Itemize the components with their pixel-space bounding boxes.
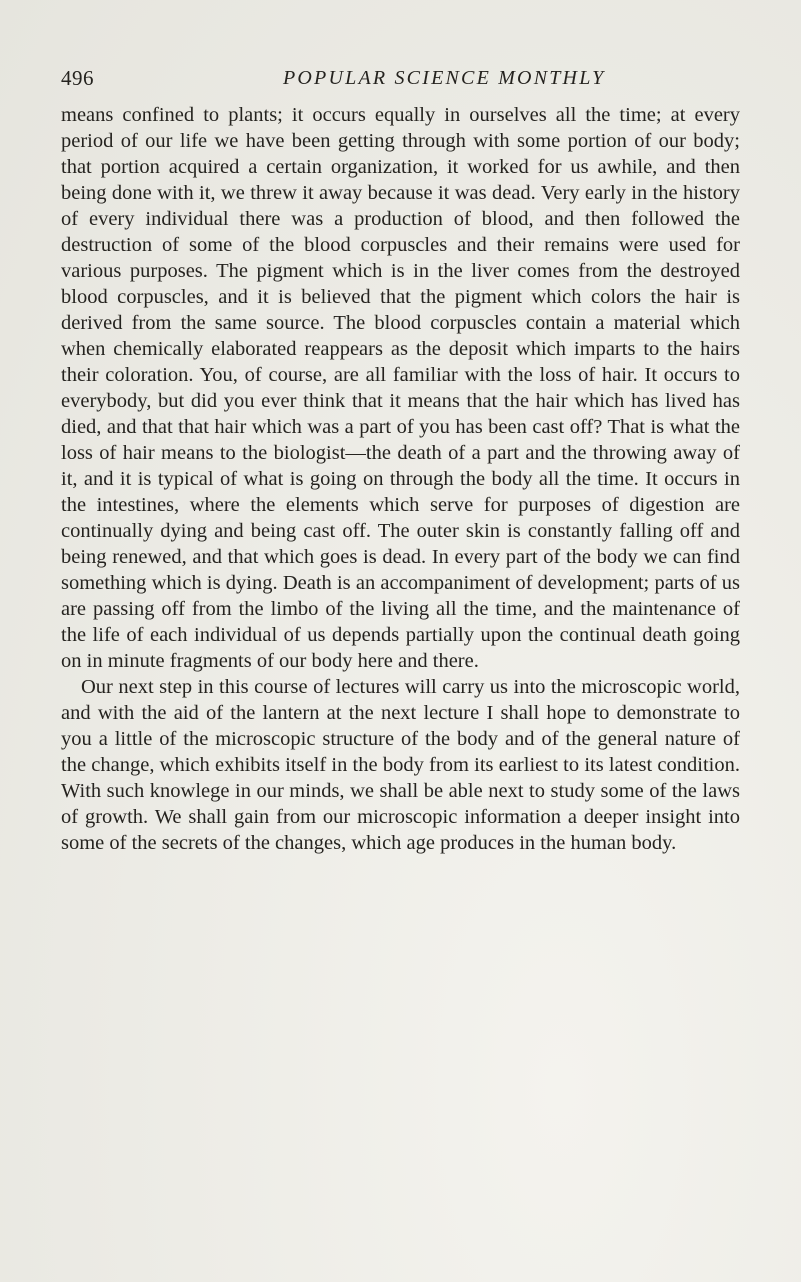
paragraph-next-step: Our next step in this course of lectures will carry us into the microscopic world, and with the aid of the lantern at the next lecture I shall hope to demonstrate to you a little of the microscopic structure of the body and of the general nature of the change, which exhibits itself in the body from its earliest to its latest condition. With such knowlege in our minds, we shall be able next to study some of the laws of growth. We shall gain from our microscopic information a deeper insight into some of the secrets of the changes, which age produces in the human body. <box>61 676 740 854</box>
page-number: 496 <box>61 66 94 90</box>
journal-title: POPULAR SCIENCE MONTHLY <box>283 67 606 89</box>
body-text <box>61 102 740 856</box>
running-head <box>61 63 741 93</box>
paragraph-continued: means confined to plants; it occurs equally in ourselves all the time; at every period of our life we have been getting through with some portion of our body; that portion acquired a certain organization, it worked for us awhile, and then being done with it, we threw it away because it was dead. Very early in the history of every individual there was a production of blood, and then followed the destruction of some of the blood corpuscles and their remains were used for various purposes. The pigment which is in the liver comes from the destroyed blood corpuscles, and it is believed that the pigment which colors the hair is derived from the same source. The blood corpuscles contain a material which when chemically elaborated reappears as the deposit which imparts to the hairs their coloration. You, of course, are all familiar with the loss of hair. It occurs to everybody, but did you ever think that it means that the hair which has lived has died, and that that hair which was a part of you has been cast off? That is what the loss of hair means to the biologist—the death of a part and the throwing away of it, and it is typical of what is going on through the body all the time. It occurs in the intestines, where the elements which serve for purposes of digestion are continually dying and being cast off. The outer skin is constantly falling off and being renewed, and that which goes is dead. In every part of the body we can find something which is dying. Death is an accompaniment of development; parts of us are passing off from the limbo of the living all the time, and the maintenance of the life of each individual of us depends partially upon the continual death going on in minute fragments of our body here and there. <box>61 104 740 672</box>
